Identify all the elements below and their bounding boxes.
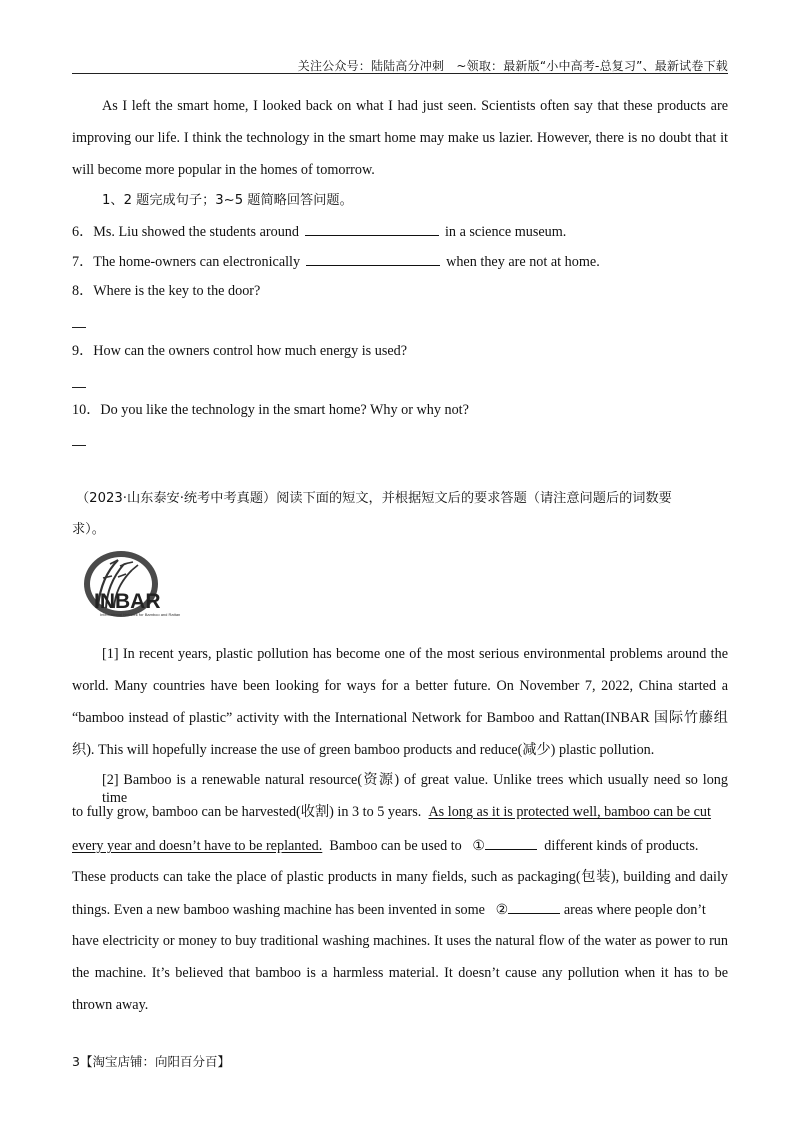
blank-1-mark: ① (472, 838, 486, 854)
passage1-line-1: As I left the smart home, I looked back on what I had just seen. Scientists often say that these products are (102, 98, 728, 114)
blank-2[interactable] (508, 900, 560, 914)
q10-answer-line[interactable] (72, 445, 86, 446)
header-rule (72, 73, 728, 74)
page-header: 关注公众号：陆陆高分冲刺 ~领取：最新版“小中高考-总复习”、最新试卷下载 (297, 59, 728, 73)
q6-before: 6．Ms. Liu showed the students around (72, 224, 299, 240)
instructions: 1、2 题完成句子；3~5 题简略回答问题。 (102, 193, 353, 208)
section2-title-line-2: 求）。 (72, 522, 105, 537)
underlined-sentence-part-2: every year and doesn’t have to be replanted. (72, 838, 323, 854)
underlined-sentence-part-1: As long as it is protected well, bamboo can be cut (428, 804, 711, 820)
q7-before: 7．The home-owners can electronically (72, 254, 301, 270)
para1-line-4: 织). This will hopefully increase the use of green bamboo products and reduce(减少) plastic pollution. (72, 742, 655, 758)
para2-line-3-mid: Bamboo can be used to (329, 838, 462, 854)
logo-text: INBAR (94, 590, 161, 613)
q6-after: in a science museum. (444, 224, 567, 240)
para2-line-3-end: different kinds of products. (544, 838, 699, 854)
question-10: 10．Do you like the technology in the smart home? Why or why not? (72, 402, 469, 418)
para2-line-2 (72, 803, 728, 821)
passage1-line-3: will become more popular in the homes of tomorrow. (72, 162, 375, 178)
question-8: 8．Where is the key to the door? (72, 283, 261, 299)
para2-line-3 (72, 836, 728, 855)
page-number: 3 (72, 1054, 80, 1069)
para1-line-3: “bamboo instead of plastic” activity with the International Network for Bamboo and Rattan(INBAR 国际竹藤组 (72, 710, 728, 726)
para2-line-6: have electricity or money to buy traditional washing machines. It uses the natural flow of the water as power to run (72, 933, 728, 949)
para1-line-1: [1] In recent years, plastic pollution has become one of the most serious environmental problems around the (102, 646, 728, 662)
q9-answer-line[interactable] (72, 387, 86, 388)
q7-after: when they are not at home. (446, 254, 600, 270)
passage1-line-2: improving our life. I think the technology in the smart home may make us lazier. However, there is no doubt that it (72, 130, 728, 146)
para2-line-5-start: things. Even a new bamboo washing machine has been invented in some (72, 902, 485, 918)
blank-1[interactable] (485, 836, 537, 850)
blank-2-mark: ② (495, 902, 509, 918)
para1-line-2: world. Many countries have been looking for ways for a better future. On November 7, 2022, China started a (72, 678, 728, 694)
footer-shop-text: 【淘宝店铺：向阳百分百】 (79, 1054, 230, 1069)
para2-line-7: the machine. It’s believed that bamboo is a harmless material. It doesn’t cause any pollution when it has to be (72, 965, 728, 981)
question-7 (72, 252, 728, 271)
para2-line-8: thrown away. (72, 997, 149, 1013)
question-6 (72, 222, 728, 241)
page-footer (72, 1052, 230, 1070)
inbar-logo (76, 548, 194, 620)
para2-line-5 (72, 900, 728, 919)
para2-line-1: [2] Bamboo is a renewable natural resource(资源) of great value. Unlike trees which usually need so long time (102, 772, 728, 806)
para2-line-5-end: areas where people don’t (563, 902, 706, 918)
para2-line-2-text: to fully grow, bamboo can be harvested(收割) in 3 to 5 years. (72, 804, 422, 820)
section2-title-line-1: （2023·山东泰安·统考中考真题）阅读下面的短文，并根据短文后的要求答题（请注意问题后的词数要 (76, 491, 672, 506)
logo-subtext: International Network for Bamboo and Rattan (100, 612, 181, 617)
q6-answer-blank[interactable] (305, 222, 439, 236)
question-9: 9．How can the owners control how much energy is used? (72, 343, 408, 359)
para2-line-4: These products can take the place of plastic products in many fields, such as packaging(包装), building and daily (72, 869, 728, 885)
q7-answer-blank[interactable] (306, 252, 440, 266)
q8-answer-line[interactable] (72, 327, 86, 328)
